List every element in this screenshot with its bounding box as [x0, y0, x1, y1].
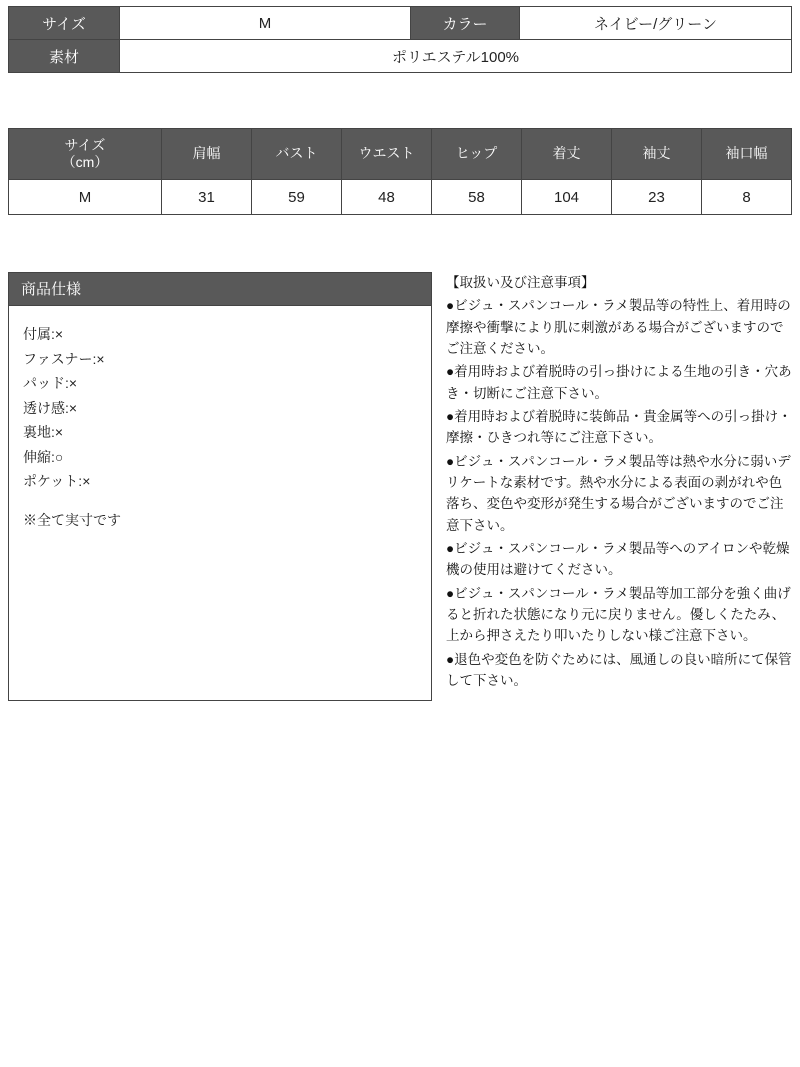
- care-item: ●ビジュ・スパンコール・ラメ製品等へのアイロンや乾燥機の使用は避けてください。: [446, 540, 790, 578]
- product-spec-title: 商品仕様: [8, 272, 432, 306]
- size-header-hip: ヒップ: [432, 129, 522, 180]
- care-item: ●ビジュ・スパンコール・ラメ製品等加工部分を強く曲げると折れた状態になり元に戻りません。優しくたたみ、上から押さえたり叩いたりしない様ご注意下さい。: [446, 585, 791, 644]
- size-header-sleeve: 袖丈: [612, 129, 702, 180]
- spec-line-pocket: ポケット:×: [23, 473, 91, 489]
- care-title: 【取扱い及び注意事項】: [446, 275, 595, 290]
- table-row: [9, 40, 792, 73]
- size-cell-hip: 58: [432, 180, 522, 215]
- table-header-row: [9, 129, 792, 180]
- spec-label-color: カラー: [411, 7, 520, 40]
- size-header-length: 着丈: [522, 129, 612, 180]
- size-header-bust: バスト: [252, 129, 342, 180]
- table-row: [9, 180, 792, 215]
- spacer: [23, 494, 417, 508]
- spec-value-material: ポリエステル100%: [120, 40, 792, 73]
- spec-line-lining: 裏地:×: [23, 424, 64, 440]
- size-header-waist: ウエスト: [342, 129, 432, 180]
- care-item: ●ビジュ・スパンコール・ラメ製品等の特性上、着用時の摩擦や衝撃により肌に刺激がある場合がございますのでご注意ください。: [446, 298, 791, 356]
- spec-label-material: 素材: [9, 40, 120, 73]
- care-item: ●着用時および着脱時の引っ掛けによる生地の引き・穴あき・切断にご注意下さい。: [446, 364, 792, 401]
- size-cell-cuff: 8: [702, 180, 792, 215]
- spec-value-color: ネイビー/グリーン: [520, 7, 792, 40]
- size-cell-shoulder: 31: [162, 180, 252, 215]
- spec-line-sheerness: 透け感:×: [23, 399, 78, 416]
- product-spec-panel: [8, 272, 432, 701]
- size-cell-length: 104: [522, 180, 612, 215]
- size-chart-table: [8, 128, 792, 215]
- size-cell-size: M: [9, 180, 162, 215]
- spec-label-size: サイズ: [9, 7, 120, 40]
- size-header-shoulder: 肩幅: [162, 129, 252, 180]
- table-row: [9, 7, 792, 40]
- detail-panels: [8, 272, 792, 701]
- spec-note: ※全て実寸です: [23, 511, 121, 528]
- care-instructions-panel: [446, 272, 792, 701]
- spec-line-stretch: 伸縮:○: [23, 448, 64, 465]
- size-header-line1: サイズ: [64, 136, 106, 153]
- spec-line-accessory: 付属:×: [23, 326, 64, 342]
- spec-line-zipper: ファスナー:×: [23, 350, 105, 367]
- care-item: ●着用時および着脱時に装飾品・貴金属等への引っ掛け・摩擦・ひきつれ等にご注意下さい。: [446, 408, 792, 446]
- spec-line-pad: パッド:×: [23, 375, 78, 391]
- size-cell-waist: 48: [342, 180, 432, 215]
- size-header-size: [9, 129, 162, 180]
- product-spec-body: [8, 306, 432, 701]
- size-cell-sleeve: 23: [612, 180, 702, 215]
- care-item: ●退色や変色を防ぐためには、風通しの良い暗所にて保管して下さい。: [446, 651, 792, 688]
- size-header-cuff: 袖口幅: [702, 129, 792, 180]
- size-cell-bust: 59: [252, 180, 342, 215]
- size-header-line2: （cm）: [61, 154, 109, 170]
- spec-value-size: M: [120, 7, 411, 40]
- care-item: ●ビジュ・スパンコール・ラメ製品等は熱や水分に弱いデリケートな素材です。熱や水分による表面の剥がれや色落ち、変色や変形が発生する場合がございますのでご注意下さい。: [446, 453, 791, 533]
- product-spec-table: [8, 6, 792, 73]
